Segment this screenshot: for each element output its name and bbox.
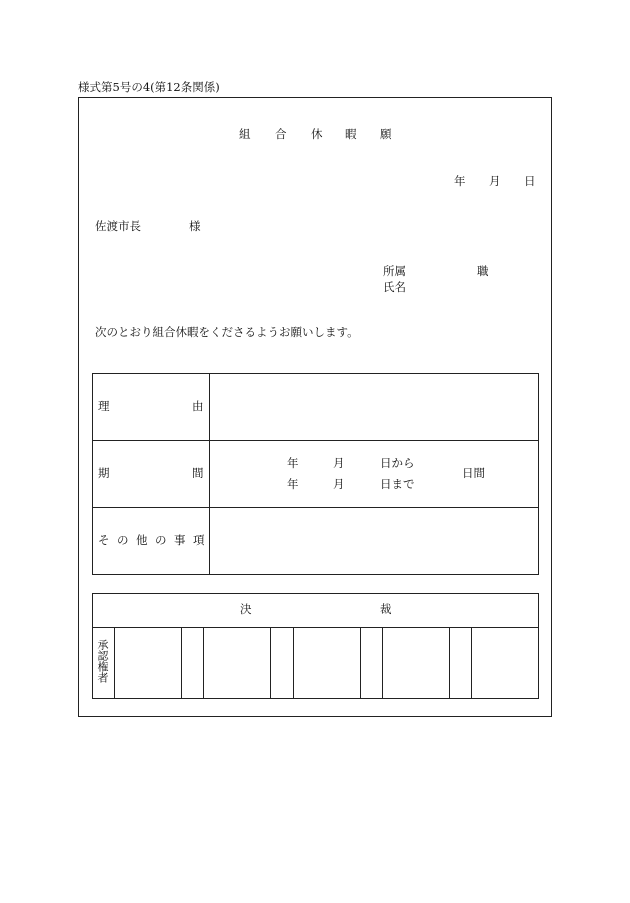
title-char: 休 <box>311 127 323 141</box>
approval-column-divider <box>360 627 361 699</box>
approval-header-char: 決 <box>240 602 252 616</box>
period-label-char: 間 <box>192 466 204 480</box>
affiliation-label: 所属 <box>383 264 406 278</box>
addressee-name: 佐渡市長 <box>95 219 141 233</box>
period-to-day: 日まで <box>380 477 415 491</box>
request-text: 次のとおり組合休暇をくださるようお願いします。 <box>95 325 359 339</box>
approval-column-divider <box>114 627 115 699</box>
table-row-divider <box>92 507 539 508</box>
table-column-divider <box>209 373 210 575</box>
period-from-month: 月 <box>333 456 345 470</box>
approval-column-divider <box>382 627 383 699</box>
addressee-honorific: 様 <box>189 219 201 233</box>
other-label-char: そ <box>98 533 110 547</box>
period-label-char: 期 <box>98 466 110 480</box>
form-number: 様式第5号の4(第12条関係) <box>78 80 220 94</box>
date-day-label: 日 <box>524 174 536 188</box>
date-month-label: 月 <box>489 174 501 188</box>
name-label: 氏名 <box>383 280 406 294</box>
date-year-label: 年 <box>454 174 466 188</box>
approval-column-divider <box>471 627 472 699</box>
title-char: 組 <box>239 127 251 141</box>
approval-column-divider <box>270 627 271 699</box>
title-char: 願 <box>380 127 392 141</box>
period-to-month: 月 <box>333 477 345 491</box>
table-row-divider <box>92 440 539 441</box>
reason-label-char: 理 <box>98 399 110 413</box>
period-from-day: 日から <box>380 456 415 470</box>
approval-column-divider <box>449 627 450 699</box>
title-char: 合 <box>275 127 287 141</box>
title-char: 暇 <box>345 127 357 141</box>
position-label: 職 <box>477 264 489 278</box>
approval-column-divider <box>293 627 294 699</box>
reason-label-char: 由 <box>192 399 204 413</box>
approval-header-char: 裁 <box>380 602 392 616</box>
other-label-char: の <box>117 533 129 547</box>
other-label-char: 他 <box>136 533 148 547</box>
approval-column-divider <box>181 627 182 699</box>
other-label-char: の <box>155 533 167 547</box>
period-days: 日間 <box>462 466 485 480</box>
other-label-char: 事 <box>174 533 186 547</box>
approval-column-divider <box>203 627 204 699</box>
other-label-char: 項 <box>193 533 205 547</box>
approver-label: 承認権者 <box>96 639 109 683</box>
period-to-year: 年 <box>287 477 299 491</box>
period-from-year: 年 <box>287 456 299 470</box>
